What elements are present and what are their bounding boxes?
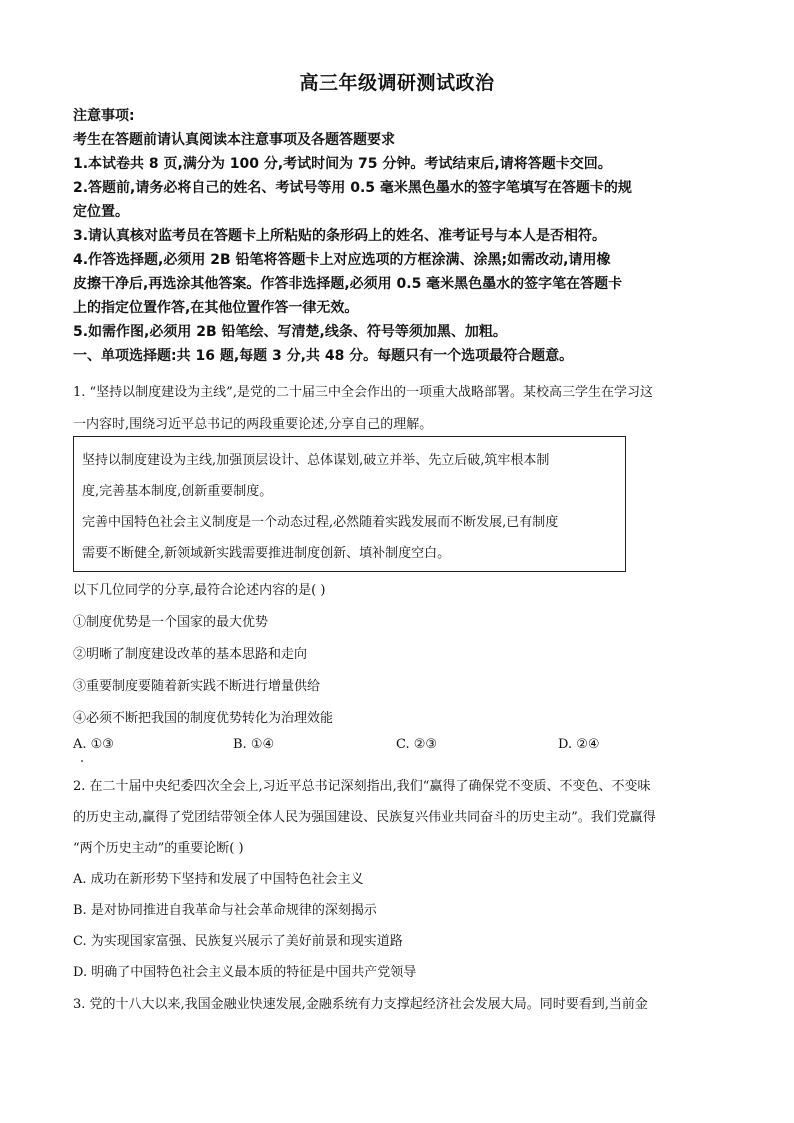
question-1-stem (73, 377, 723, 441)
notice-line: 3.请认真核对监考员在答题卡上所粘贴的条形码上的姓名、准考证号与本人是否相符。 (73, 228, 607, 244)
statement-item: ①制度优势是一个国家的最大优势 (73, 615, 269, 630)
quote-line: 需要不断健全,新领域新实践需要推进制度创新、填补制度空白。 (82, 546, 451, 561)
notice-line: 定位置。 (73, 204, 129, 220)
statement-item: ④必须不断把我国的制度优势转化为治理效能 (73, 711, 334, 726)
option-d[interactable]: D. 明确了中国特色社会主义最本质的特征是中国共产党领导 (73, 965, 417, 980)
question-2 (73, 771, 723, 988)
notice-line: 5.如需作图,必须用 2B 铅笔绘、写清楚,线条、符号等须加黑、加粗。 (73, 324, 507, 340)
option-b[interactable]: B. ①④ (233, 737, 275, 752)
option-d[interactable]: D. ②④ (558, 737, 600, 752)
notice-line: 4.作答选择题,必须用 2B 铅笔将答题卡上对应选项的方框涂满、涂黑;如需改动,请用橡 (73, 252, 611, 268)
notice-line: 1.本试卷共 8 页,满分为 100 分,考试时间为 75 分钟。考试结束后,请将答题卡交回。 (73, 156, 612, 172)
quote-line: 度,完善基本制度,创新重要制度。 (82, 484, 273, 499)
stem-line: “两个历史主动”的重要论断( ) (73, 841, 244, 856)
stem-line: 2. 在二十届中央纪委四次全会上,习近平总书记深刻指出,我们“赢得了确保党不变质、不变色、不变味 (73, 779, 651, 794)
notice-heading: 注意事项: (73, 108, 135, 124)
stem-line: 的历史主动,赢得了党团结带领全体人民为强国建设、民族复兴伟业共同奋斗的历史主动”。我们党赢得 (73, 810, 656, 825)
page-title: 高三年级调研测试政治 (299, 72, 495, 94)
statement-item: ③重要制度要随着新实践不断进行增量供给 (73, 679, 321, 694)
notice-line: 2.答题前,请务必将自己的姓名、考试号等用 0.5 毫米黑色墨水的签字笔填写在答题卡的规 (73, 180, 632, 196)
stray-dot (81, 760, 83, 762)
statement-item: ②明晰了制度建设改革的基本思路和走向 (73, 647, 308, 662)
notice-line: 上的指定位置作答,在其他位置作答一律无效。 (73, 300, 359, 316)
notice-block (73, 104, 723, 368)
quote-line: 坚持以制度建设为主线,加强顶层设计、总体谋划,破立并举、先立后破,筑牢根本制 (82, 453, 550, 468)
option-a[interactable]: A. ①③ (73, 737, 114, 752)
quote-line: 完善中国特色社会主义制度是一个动态过程,必然随着实践发展而不断发展,已有制度 (82, 515, 559, 530)
section-heading: 一、单项选择题:共 16 题,每题 3 分,共 48 分。每题只有一个选项最符合题意。 (73, 348, 574, 364)
question-3 (73, 989, 723, 1021)
stem-line: 1. “坚持以制度建设为主线”,是党的二十届三中全会作出的一项重大战略部署。某校高三学生在学习这 (73, 385, 653, 400)
quote-box (73, 436, 626, 572)
option-b[interactable]: B. 是对协同推进自我革命与社会革命规律的深刻揭示 (73, 903, 377, 918)
notice-line: 皮擦干净后,再选涂其他答案。作答非选择题,必须用 0.5 毫米黑色墨水的签字笔在答题卡 (73, 276, 623, 292)
question-prompt: 以下几位同学的分享,最符合论述内容的是( ) (73, 583, 326, 598)
option-c[interactable]: C. ②③ (396, 737, 438, 752)
option-a[interactable]: A. 成功在新形势下坚持和发展了中国特色社会主义 (73, 872, 364, 887)
stem-line: 3. 党的十八大以来,我国金融业快速发展,金融系统有力支撑起经济社会发展大局。同时要看到,当前金 (73, 997, 648, 1012)
stem-line: 一内容时,围绕习近平总书记的两段重要论述,分享自己的理解。 (73, 417, 433, 432)
option-c[interactable]: C. 为实现国家富强、民族复兴展示了美好前景和现实道路 (73, 934, 403, 949)
notice-line: 考生在答题前请认真阅读本注意事项及各题答题要求 (73, 132, 395, 148)
question-1-body (73, 575, 723, 735)
